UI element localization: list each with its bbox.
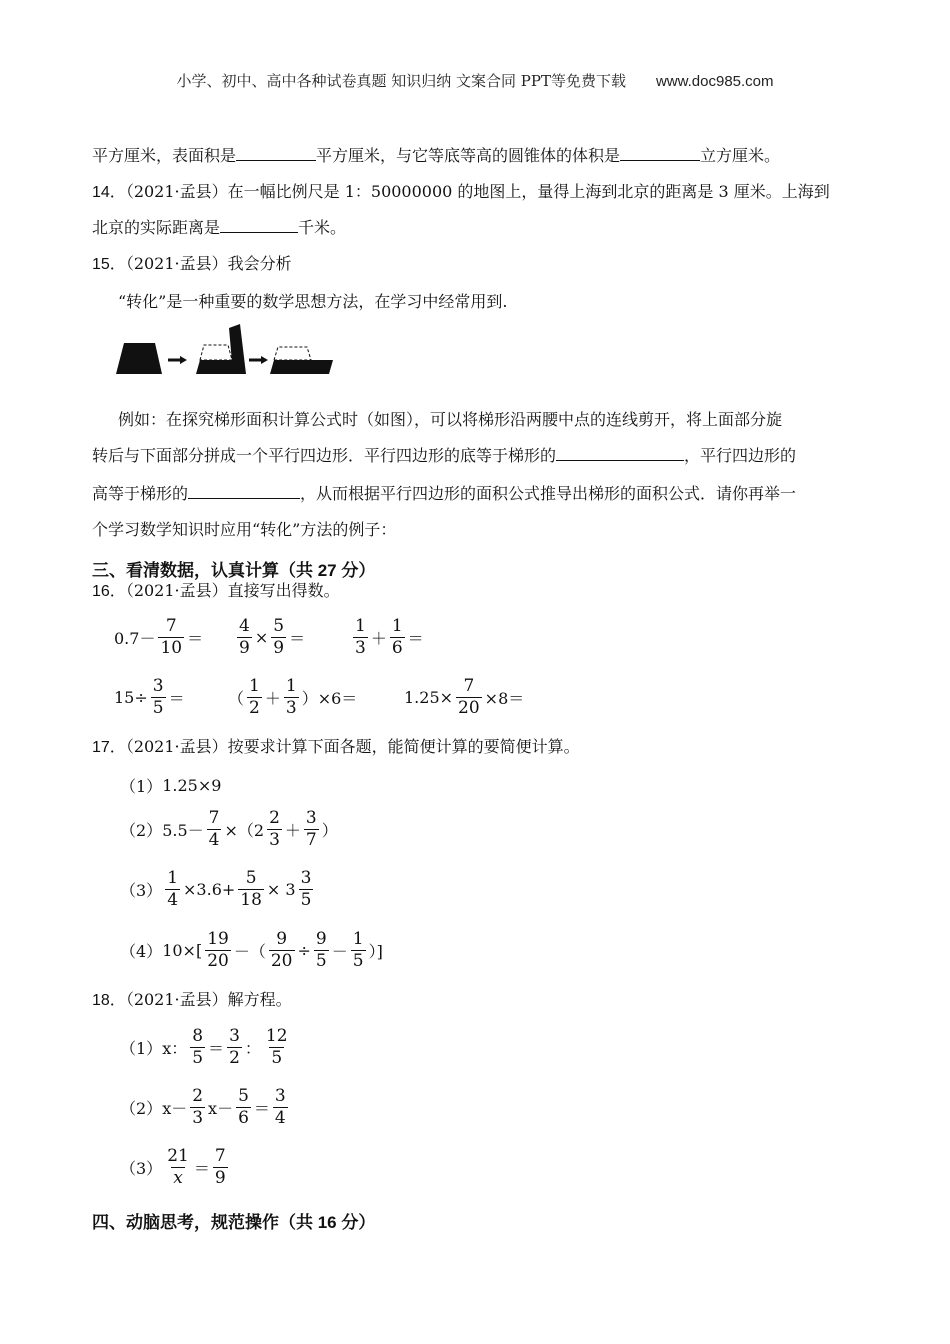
section-3-title: 三、看清数据，认真计算（共 27 分） xyxy=(92,561,376,580)
q13-continuation: 平方厘米，表面积是 平方厘米，与它等底等高的圆锥体的体积是 立方厘米。 xyxy=(92,146,781,165)
q16-expr-6: 1.25× $\frac{7}{20}$ ×8＝ xyxy=(404,676,525,718)
trapezoid-lower-part xyxy=(196,360,236,374)
q18-item-1: （1）x： $\frac{8}{5}$ ＝ $\frac{3}{2}$ ： $\frac{12}{5}$ xyxy=(120,1026,288,1068)
header-text: 小学、初中、高中各种试卷真题 知识归纳 文案合同 PPT等免费下载 xyxy=(176,72,626,90)
trapezoid-transform-figure xyxy=(112,322,337,377)
q15-para4: 个学习数学知识时应用“转化”方法的例子： xyxy=(92,520,397,539)
q17-item-3: （3） $\frac{1}{4}$ ×3.6+ $\frac{5}{18}$ × 3 $\frac{3}{5}$ xyxy=(120,868,312,910)
answer-blank[interactable] xyxy=(556,446,684,461)
section-4-title: 四、动脑思考，规范操作（共 16 分） xyxy=(92,1213,376,1232)
page-header xyxy=(0,70,950,91)
q17-item-1: （1）1.25×9 xyxy=(120,776,222,796)
parallelogram-shape xyxy=(270,360,333,374)
q18-item-3: （3） $\frac{21}{x}$ ＝ $\frac{7}{9}$ xyxy=(120,1146,226,1188)
q17-title: 17．（2021·孟县）按要求计算下面各题，能简便计算的要简便计算。 xyxy=(92,737,580,756)
q18-title: 18．（2021·孟县）解方程。 xyxy=(92,990,292,1009)
q16-expr-1: 0.7－ $\frac{7}{10}$ ＝ xyxy=(114,616,204,658)
q16-expr-5: （ $\frac{1}{2}$ ＋ $\frac{1}{3}$ ）×6＝ xyxy=(228,676,358,718)
q17-item-2: （2）5.5－ $\frac{7}{4}$ ×（2 $\frac{2}{3}$ ＋ $\frac{3}{7}$ ） xyxy=(120,808,338,850)
q16-expr-3: $\frac{1}{3}$ ＋ $\frac{1}{6}$ ＝ xyxy=(355,616,424,658)
answer-blank[interactable] xyxy=(188,484,300,499)
answer-blank[interactable] xyxy=(236,146,316,161)
q15-para1: 例如：在探究梯形面积计算公式时（如图），可以将梯形沿两腰中点的连线剪开，将上面部分旋 xyxy=(118,410,783,429)
header-site-link[interactable]: www.doc985.com xyxy=(655,73,774,90)
q16-title: 16．（2021·孟县）直接写出得数。 xyxy=(92,581,340,600)
q15-title: 15．（2021·孟县）我会分析 xyxy=(92,254,292,273)
q15-para3: 高等于梯形的 ，从而根据平行四边形的面积公式推导出梯形的面积公式．请你再举一 xyxy=(92,484,797,503)
q16-expr-2: $\frac{4}{9}$ × $\frac{5}{9}$ ＝ xyxy=(239,616,306,658)
q18-item-2: （2）x－ $\frac{2}{3}$ x－ $\frac{5}{6}$ ＝ $\frac{3}{4}$ xyxy=(120,1086,286,1128)
q15-intro: “转化”是一种重要的数学思想方法，在学习中经常用到. xyxy=(118,292,508,311)
q17-item-4: （4）10×[ $\frac{19}{20}$ －（ $\frac{9}{20}$ ÷ $\frac{9}{5}$ － $\frac{1}{5}$ ）] xyxy=(120,929,383,971)
q14-line2: 北京的实际距离是 千米。 xyxy=(92,218,347,237)
answer-blank[interactable] xyxy=(220,218,298,233)
answer-blank[interactable] xyxy=(620,146,700,161)
q16-expr-4: 15÷ $\frac{3}{5}$ ＝ xyxy=(114,676,185,718)
trapezoid-shape xyxy=(116,343,162,374)
q14-line1: 14．（2021·孟县）在一幅比例尺是 1：50000000 的地图上，量得上海到北京的距离是 3 厘米。上海到 xyxy=(92,182,830,201)
q15-para2: 转后与下面部分拼成一个平行四边形．平行四边形的底等于梯形的 ，平行四边形的 xyxy=(92,446,797,465)
dashed-cut-line xyxy=(200,345,232,360)
